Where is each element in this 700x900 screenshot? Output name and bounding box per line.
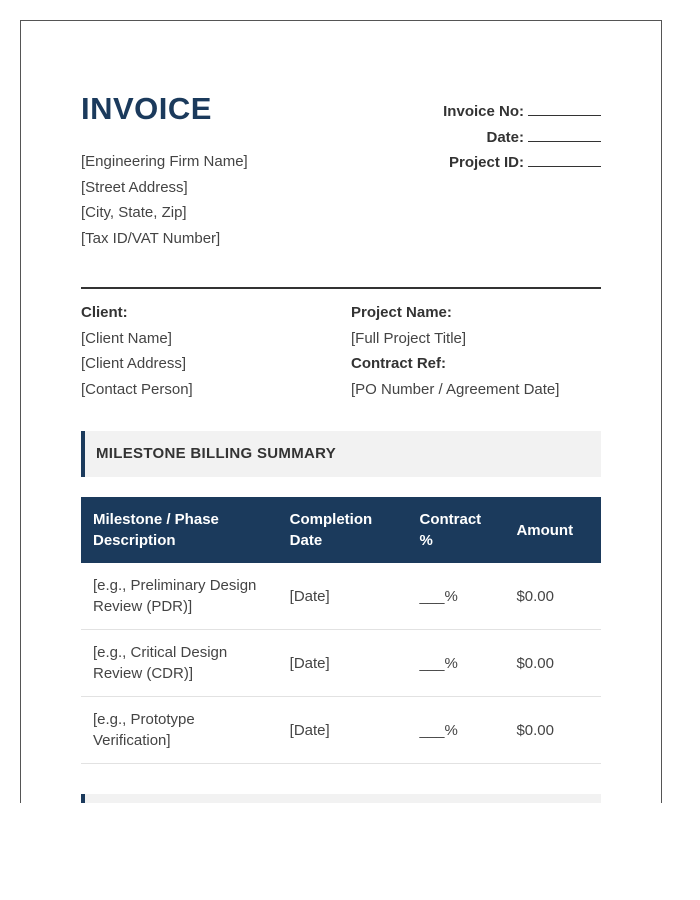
invoice-meta (443, 101, 601, 178)
milestone-section-header: MILESTONE BILLING SUMMARY (81, 431, 601, 477)
amount: $0.00 (504, 697, 601, 764)
header-milestone: Milestone / Phase Description (93, 511, 219, 549)
header-contract-percent: Contract % (419, 511, 482, 549)
next-section-header (81, 794, 601, 803)
invoice-number-row (443, 101, 601, 127)
project-id-blank (528, 152, 601, 167)
contract-percent: ___% (407, 630, 504, 697)
client-label: Client: (81, 304, 128, 321)
header-completion-date: Completion Date (289, 511, 373, 549)
milestone-description: [e.g., Prototype Verification] (81, 697, 278, 764)
project-id-label: Project ID: (448, 154, 524, 171)
firm-info (81, 152, 248, 254)
client-contact: [Contact Person] (81, 380, 193, 398)
completion-date: [Date] (278, 563, 408, 630)
contract-ref-value: [PO Number / Agreement Date] (351, 380, 560, 398)
header-amount: Amount (516, 521, 574, 539)
completion-date: [Date] (278, 697, 408, 764)
table-row (81, 697, 601, 764)
project-id-row (443, 152, 601, 178)
amount: $0.00 (504, 630, 601, 697)
project-name-label: Project Name: (351, 304, 452, 321)
invoice-title: INVOICE (81, 91, 212, 126)
header-divider (81, 287, 601, 289)
firm-name: [Engineering Firm Name] (81, 153, 248, 170)
client-name: [Client Name] (81, 329, 172, 347)
milestone-table (81, 497, 601, 764)
firm-street: [Street Address] (81, 178, 188, 196)
table-row (81, 563, 601, 630)
contract-ref-label: Contract Ref: (351, 355, 447, 372)
amount: $0.00 (504, 563, 601, 630)
firm-city: [City, State, Zip] (81, 204, 187, 221)
invoice-date-label: Date: (486, 128, 524, 146)
invoice-date-blank (528, 127, 601, 142)
table-row (81, 630, 601, 697)
firm-tax-id: [Tax ID/VAT Number] (81, 229, 221, 247)
invoice-page (20, 20, 662, 803)
invoice-date-row (443, 127, 601, 153)
contract-percent: ___% (407, 563, 504, 630)
project-name-value: [Full Project Title] (351, 329, 467, 347)
project-info (351, 303, 559, 405)
contract-percent: ___% (407, 697, 504, 764)
milestone-description: [e.g., Critical Design Review (CDR)] (81, 630, 278, 697)
milestone-description: [e.g., Preliminary Design Review (PDR)] (81, 563, 278, 630)
invoice-number-blank (528, 101, 601, 116)
invoice-number-label: Invoice No: (443, 103, 524, 120)
completion-date: [Date] (278, 630, 408, 697)
client-info (81, 303, 193, 405)
table-header-row (81, 497, 601, 563)
client-address: [Client Address] (81, 355, 187, 372)
